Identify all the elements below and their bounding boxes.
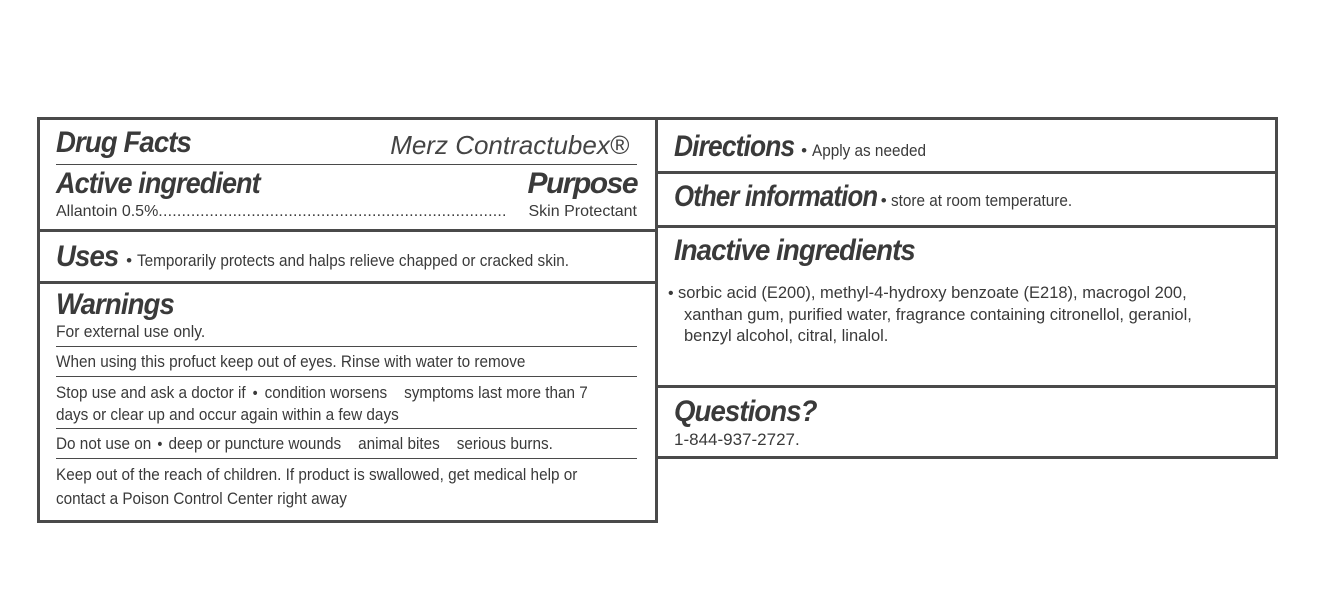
uses-bullet: • xyxy=(126,251,133,270)
other-information-bullet: • xyxy=(880,191,887,210)
warnings-rule xyxy=(56,428,637,429)
uses-title: Uses xyxy=(56,240,119,273)
directions-title: Directions xyxy=(674,130,795,163)
inactive-line-1: • sorbic acid (E200), methyl-4-hydroxy benzoate (E218), macrogol 200, xyxy=(668,283,1187,302)
stop-use-line1: Stop use and ask a doctor if • condition worsens symptoms last more than 7 xyxy=(56,383,588,402)
questions-phone: 1-844-937-2727. xyxy=(674,430,800,449)
ingredient-name: Allantoin 0.5% xyxy=(56,203,159,220)
drug-facts-left-panel xyxy=(37,117,658,523)
header-rule xyxy=(56,164,637,165)
external-use-text: For external use only. xyxy=(56,322,206,341)
when-using-text: When using this profuct keep out of eyes. Rinse with water to remove xyxy=(56,352,526,371)
purpose-title: Purpose xyxy=(527,167,637,200)
directions-bullet: • xyxy=(801,141,808,160)
directions-section xyxy=(674,132,938,162)
warnings-rule xyxy=(56,376,637,377)
inactive-ingredients-list xyxy=(668,282,1208,346)
questions-title: Questions? xyxy=(674,395,817,428)
uses-text: Temporarily protects and halps relieve chapped or cracked skin. xyxy=(136,251,569,270)
active-ingredient-row xyxy=(56,202,637,221)
inactive-line-2: xanthan gum, purified water, fragrance containing citronellol, geraniol, xyxy=(684,305,1192,324)
inactive-line-3: benzyl alcohol, citral, linalol. xyxy=(684,326,889,345)
purpose-value: Skin Protectant xyxy=(528,203,637,220)
other-information-title: Other information xyxy=(674,180,878,213)
section-separator xyxy=(658,385,1275,388)
inactive-ingredients-title: Inactive ingredients xyxy=(674,234,915,267)
section-separator xyxy=(658,225,1275,228)
drug-facts-right-panel xyxy=(655,117,1278,459)
do-not-use-text: Do not use on • deep or puncture wounds animal bites serious burns. xyxy=(56,434,553,453)
other-information-text: store at room temperature. xyxy=(891,191,1073,210)
uses-section xyxy=(56,242,617,272)
warnings-title: Warnings xyxy=(56,288,174,321)
active-ingredient-title: Active ingredient xyxy=(56,167,260,200)
warnings-rule xyxy=(56,346,637,347)
stop-use-line2: days or clear up and occur again within a few days xyxy=(56,405,399,424)
warnings-rule xyxy=(56,458,637,459)
directions-text: Apply as needed xyxy=(811,141,926,160)
keep-out-line1: Keep out of the reach of children. If product is swallowed, get medical help or xyxy=(56,465,578,484)
other-information-section xyxy=(674,182,1092,212)
section-separator xyxy=(40,281,655,284)
section-separator xyxy=(40,229,655,232)
drug-facts-title: Drug Facts xyxy=(56,126,191,159)
keep-out-line2: contact a Poison Control Center right away xyxy=(56,489,347,508)
brand-name: Merz Contractubex® xyxy=(390,130,629,160)
leader-dots: ........................................................................... xyxy=(158,203,507,220)
section-separator xyxy=(658,171,1275,174)
